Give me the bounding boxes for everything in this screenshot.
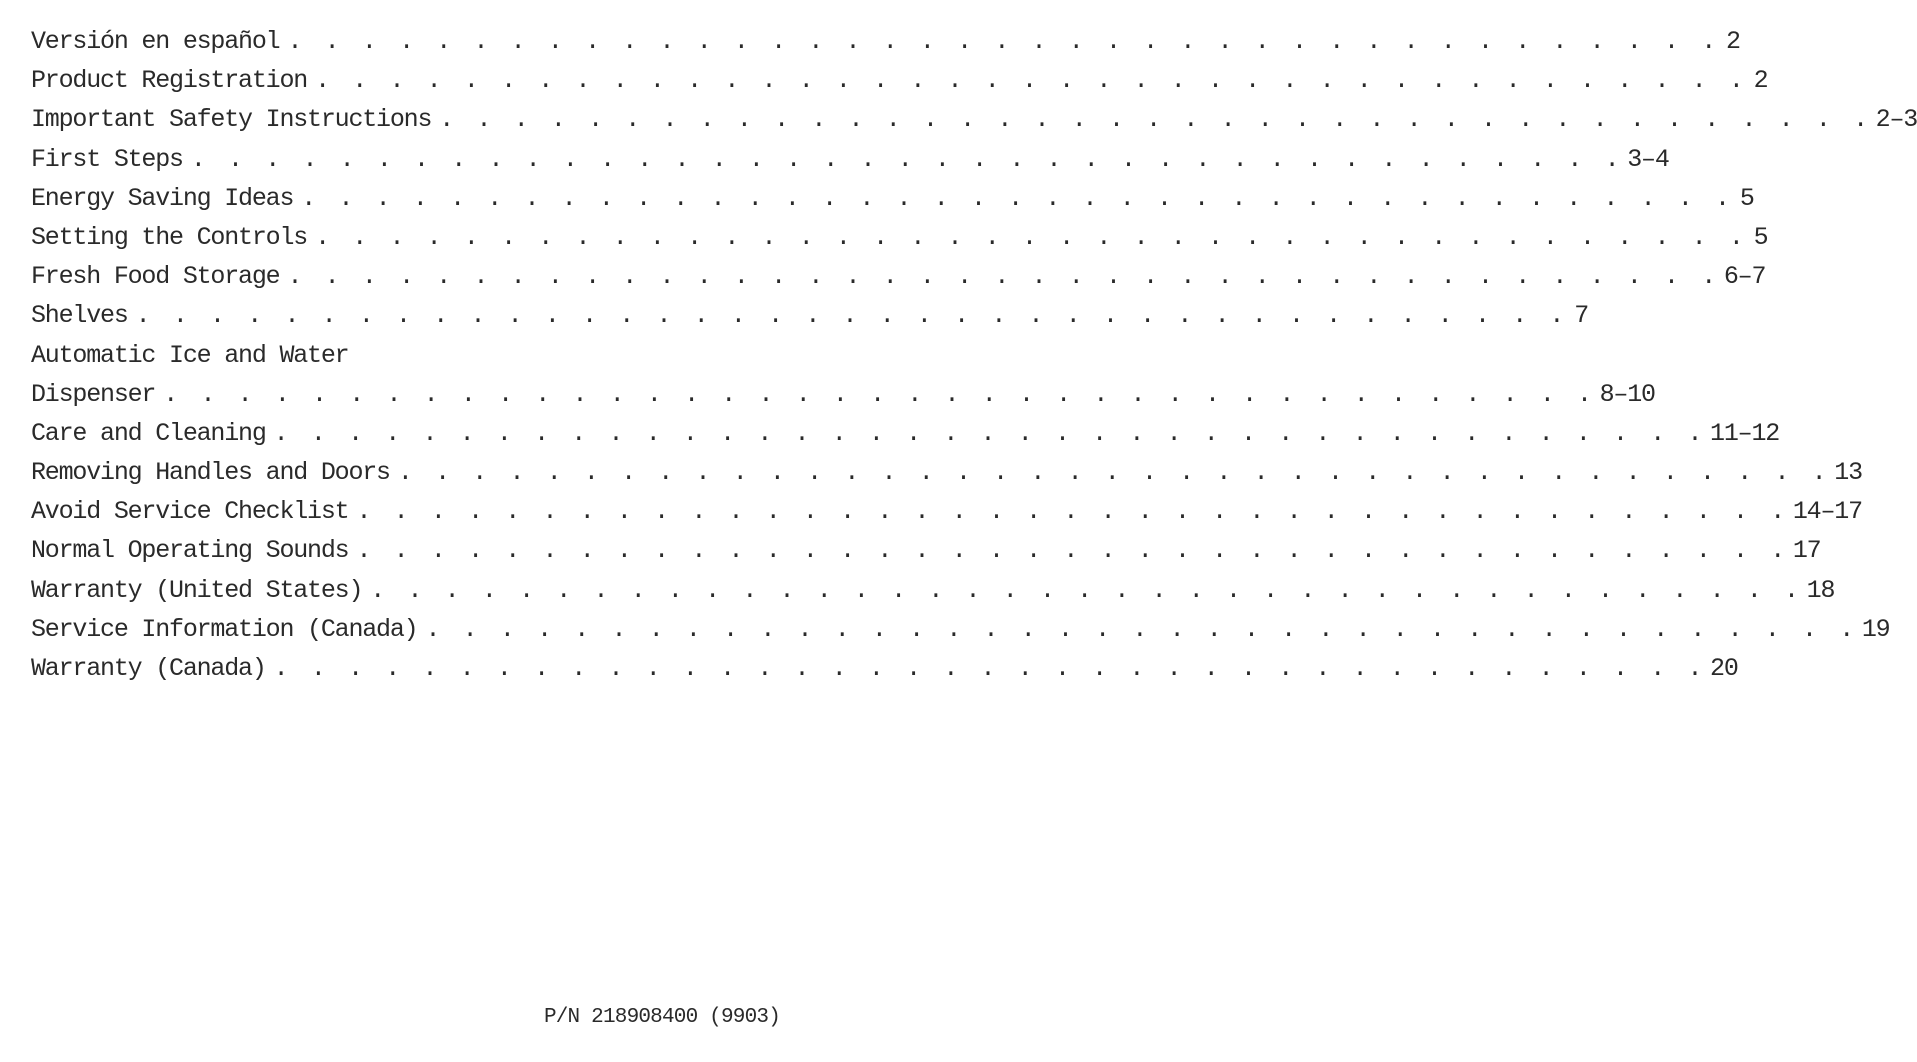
toc-entry-page: 2: [1726, 27, 1740, 56]
toc-entry-title: Important Safety Instructions: [31, 105, 432, 135]
toc-entry: [31, 336, 531, 375]
toc-dot-leader: . . . . . . . . . . . . . . . . . . . . . . . . . . . . . . . . . . . . . . .: [315, 66, 1748, 96]
toc-entry-page: 18: [1806, 575, 1835, 605]
toc-entry: [31, 296, 1589, 335]
toc-dot-leader: . . . . . . . . . . . . . . . . . . . . . . . . . . . . . . . . . . . . . . .: [425, 614, 1858, 644]
toc-entry-title: Energy Saving Ideas: [31, 183, 294, 213]
toc-dot-leader: . . . . . . . . . . . . . . . . . . . . . . . . . . . . . . . . . . . . . . .: [315, 222, 1748, 252]
toc-entry: [31, 22, 1740, 61]
part-number: P/N 218908400 (9903): [543, 1006, 780, 1029]
toc-entry: [31, 492, 1862, 531]
toc-entry-page: 5: [1739, 183, 1754, 213]
toc-entry: [31, 375, 1655, 414]
toc-dot-leader: . . . . . . . . . . . . . . . . . . . . . . . . . . . . . . . . . . . . . . .: [397, 458, 1831, 488]
toc-dot-leader: . . . . . . . . . . . . . . . . . . . . . . . . . . . . . . . . . . . . . . .: [135, 301, 1569, 331]
toc-entry-title: Automatic Ice and Water: [31, 340, 349, 370]
toc-dot-leader: . . . . . . . . . . . . . . . . . . . . . . . . . . . . . . . . . . . . . . .: [163, 379, 1596, 409]
toc-entry: [31, 571, 1835, 610]
toc-dot-leader: . . . . . . . . . . . . . . . . . . . . . . . . . . . . . . . . . . . . . . .: [287, 27, 1720, 56]
toc-entry-title: Shelves: [31, 301, 128, 331]
toc-entry-title: Removing Handles and Doors: [31, 458, 390, 488]
toc-entry-title: Setting the Controls: [31, 222, 308, 252]
toc-entry: [31, 61, 1768, 100]
toc-entry: [31, 179, 1754, 218]
toc-entry-page: 17: [1792, 536, 1821, 566]
toc-entry-title: Product Registration: [31, 66, 308, 96]
toc-entry: [31, 257, 1766, 296]
toc-entry-page: 20: [1710, 654, 1738, 683]
toc-entry-page: 8–10: [1599, 379, 1655, 409]
toc-dot-leader: . . . . . . . . . . . . . . . . . . . . . . . . . . . . . . . . . . . . . . .: [356, 497, 1789, 527]
toc-dot-leader: . . . . . . . . . . . . . . . . . . . . . . . . . . . . . . . . . . . . . . .: [273, 418, 1707, 448]
toc-entry-title: Dispenser: [31, 379, 156, 409]
toc-dot-leader: . . . . . . . . . . . . . . . . . . . . . . . . . . . . . . . . . . . . . . .: [439, 105, 1872, 135]
toc-entry-title: Service Information (Canada): [31, 614, 418, 644]
toc-entry-page: 6–7: [1723, 262, 1766, 292]
toc-entry: [31, 414, 1780, 453]
toc-dot-leader: . . . . . . . . . . . . . . . . . . . . . . . . . . . . . . . . . . . . . . .: [301, 183, 1734, 213]
toc-entry: [31, 218, 1768, 257]
toc-dot-leader: . . . . . . . . . . . . . . . . . . . . . . . . . . . . . . . . . . . . . . .: [273, 654, 1707, 683]
toc-entry-title: Avoid Service Checklist: [31, 497, 349, 527]
toc-entry-title: Warranty (Canada): [31, 654, 266, 683]
toc-dot-leader: . . . . . . . . . . . . . . . . . . . . . . . . . . . . . . . . . . . . . . .: [287, 262, 1720, 292]
toc-entry-title: Versión en español: [31, 27, 280, 56]
toc-entry: [31, 610, 1890, 649]
toc-dot-leader: . . . . . . . . . . . . . . . . . . . . . . . . . . . . . . . . . . . . . . .: [370, 575, 1803, 605]
toc-entry-page: 14–17: [1792, 497, 1862, 527]
toc-entry: [31, 649, 1738, 688]
toc-entry-page: 7: [1574, 301, 1589, 331]
toc-entry-page: 2: [1753, 66, 1768, 96]
toc-entry-title: First Steps: [31, 144, 183, 174]
toc-entry-title: Fresh Food Storage: [31, 262, 280, 292]
toc-entry: [31, 100, 1917, 139]
toc-dot-leader: . . . . . . . . . . . . . . . . . . . . . . . . . . . . . . . . . . . . . . .: [356, 536, 1789, 566]
toc-entry: [31, 140, 1669, 179]
toc-entry-page: 2–3: [1875, 105, 1917, 135]
toc-entry-title: Warranty (United States): [31, 575, 363, 605]
toc-entry: [31, 453, 1862, 492]
toc-entry-page: 3–4: [1627, 144, 1669, 174]
toc-dot-leader: . . . . . . . . . . . . . . . . . . . . . . . . . . . . . . . . . . . . . . .: [190, 144, 1624, 174]
toc-entry: [31, 531, 1821, 570]
toc-entry-title: Normal Operating Sounds: [31, 536, 349, 566]
toc-entry-page: 11–12: [1710, 418, 1780, 448]
toc-entry-page: 19: [1861, 614, 1890, 644]
table-of-contents: [31, 22, 1917, 688]
toc-entry-page: 5: [1753, 222, 1768, 252]
toc-entry-page: 13: [1834, 458, 1862, 488]
toc-entry-title: Care and Cleaning: [31, 418, 266, 448]
